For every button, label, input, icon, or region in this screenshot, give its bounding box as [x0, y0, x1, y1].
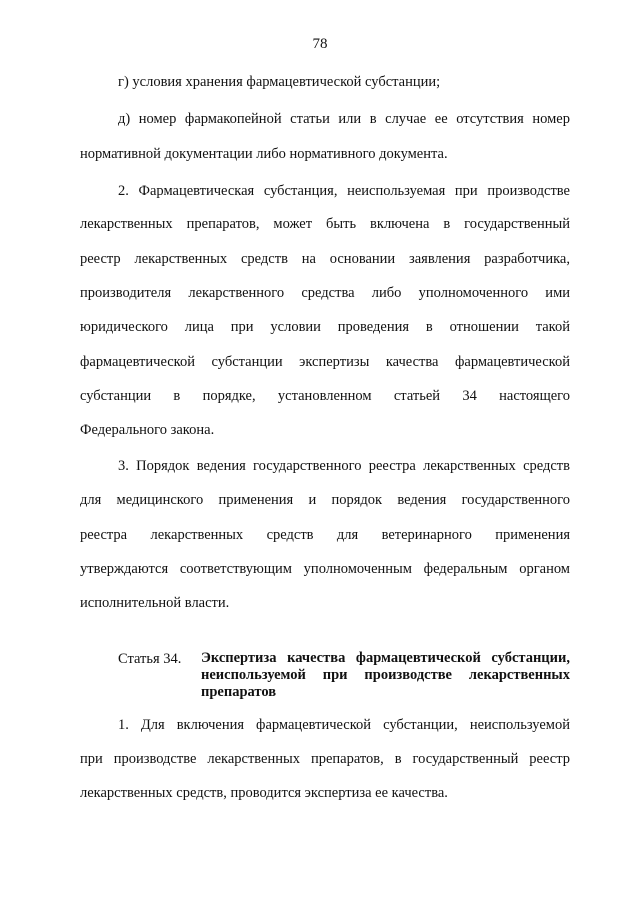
- page-number: 78: [312, 36, 328, 52]
- paragraph-2-line-4: производителя лекарственного средства либо уполномоченного ими: [80, 285, 570, 301]
- item-d-line-1: д) номер фармакопейной статьи или в случае ее отсутствия номер: [118, 111, 570, 127]
- article-title-line-3: препаратов: [201, 684, 277, 700]
- article-paragraph-1-line-2: при производстве лекарственных препаратов, в государственный реестр: [80, 751, 570, 767]
- paragraph-2-line-2: лекарственных препаратов, может быть включена в государственный: [80, 216, 570, 232]
- paragraph-2-line-6: фармацевтической субстанции экспертизы качества фармацевтической: [80, 354, 570, 370]
- article-title: [201, 650, 570, 701]
- paragraph-2-line-1: 2. Фармацевтическая субстанция, неиспользуемая при производстве: [118, 183, 570, 199]
- item-d-line-2: нормативной документации либо нормативного документа.: [80, 146, 448, 162]
- article-title-line-2: неиспользуемой при производстве лекарственных: [201, 667, 570, 683]
- article-label: Статья 34.: [118, 651, 182, 667]
- paragraph-3-line-4: утверждаются соответствующим уполномоченным федеральным органом: [80, 561, 570, 577]
- paragraph-2-line-8: Федерального закона.: [80, 422, 215, 438]
- article-paragraph-1-line-1: 1. Для включения фармацевтической субстанции, неиспользуемой: [118, 717, 570, 733]
- paragraph-2-line-5: юридического лица при условии проведения в отношении такой: [80, 319, 570, 335]
- paragraph-3-line-2: для медицинского применения и порядок ведения государственного: [80, 492, 570, 508]
- paragraph-3-line-5: исполнительной власти.: [80, 595, 230, 611]
- paragraph-2-line-3: реестр лекарственных средств на основании заявления разработчика,: [80, 251, 570, 267]
- paragraph-3-line-1: 3. Порядок ведения государственного реестра лекарственных средств: [118, 458, 570, 474]
- article-paragraph-1-line-3: лекарственных средств, проводится экспертиза ее качества.: [80, 785, 448, 801]
- item-g-line-1: г) условия хранения фармацевтической субстанции;: [118, 74, 441, 90]
- article-title-line-1: Экспертиза качества фармацевтической субстанции,: [201, 650, 570, 666]
- paragraph-2-line-7: субстанции в порядке, установленном статьей 34 настоящего: [80, 388, 570, 404]
- paragraph-3-line-3: реестра лекарственных средств для ветеринарного применения: [80, 527, 570, 543]
